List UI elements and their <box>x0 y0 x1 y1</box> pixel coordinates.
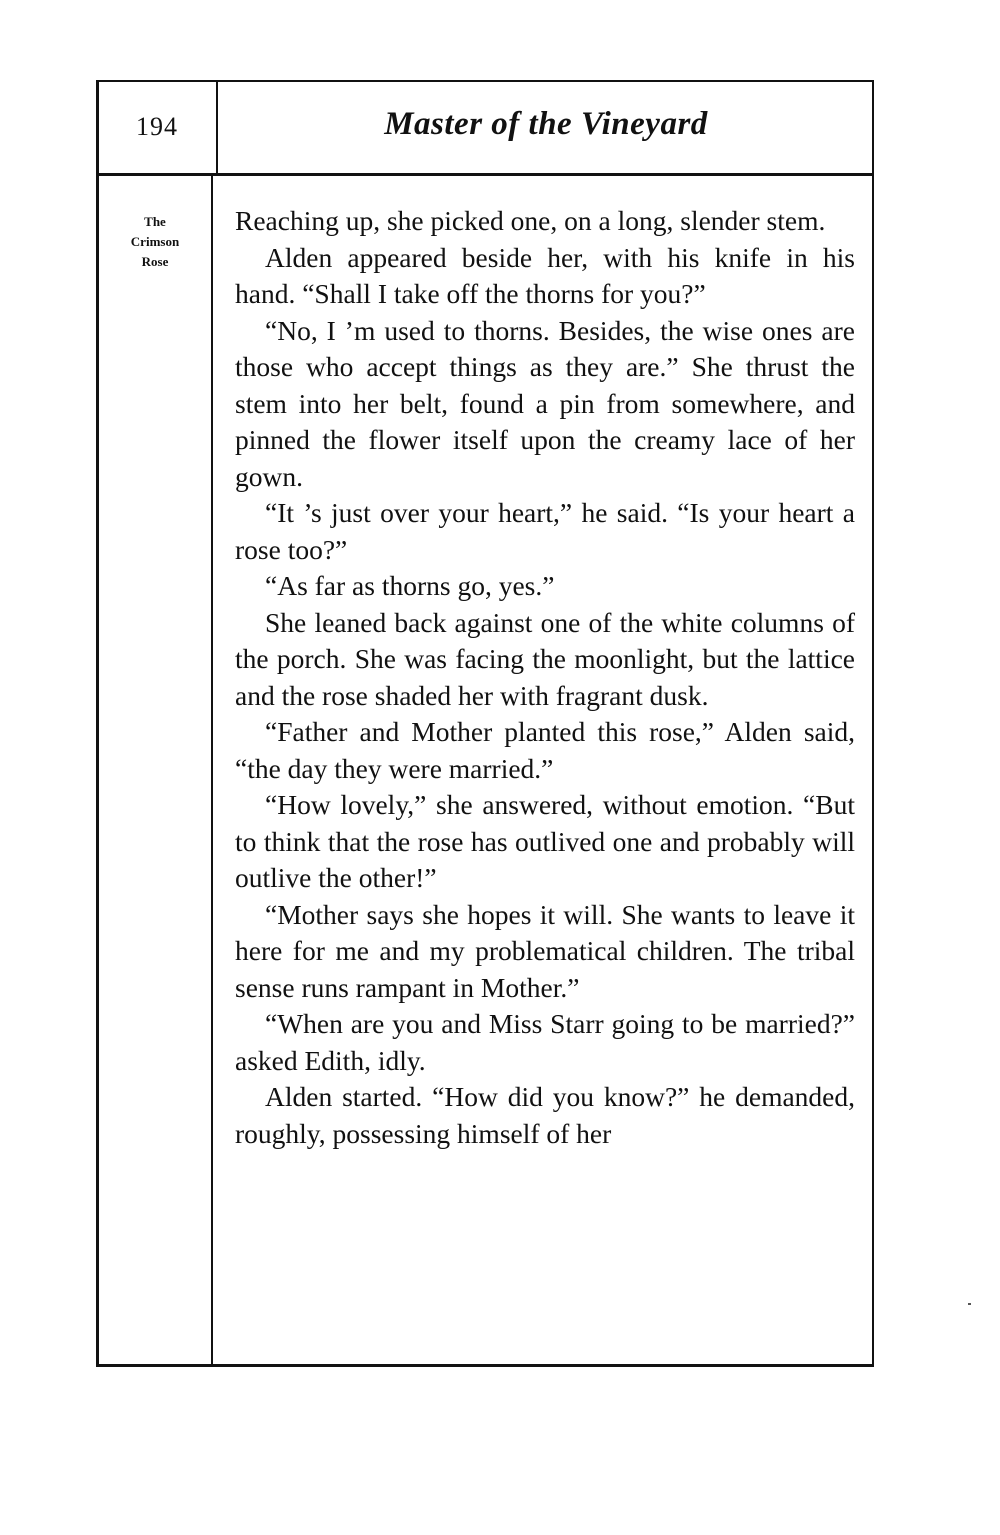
paragraph: Alden appeared beside her, with his knife in his hand. “Shall I take off the thorns for you?” <box>235 241 855 309</box>
paragraph: “As far as thorns go, yes.” <box>265 570 555 601</box>
page-number: 194 <box>136 112 178 141</box>
side-note <box>100 212 210 272</box>
paragraph: “When are you and Miss Starr going to be married?” asked Edith, idly. <box>235 1008 855 1076</box>
paragraph: Reaching up, she picked one, on a long, slender stem. <box>235 205 826 236</box>
paragraph: “Father and Mother planted this rose,” Alden said, “the day they were married.” <box>235 716 855 784</box>
side-note-line: Crimson <box>130 234 180 249</box>
paragraph: “Mother says she hopes it will. She wants to leave it here for me and my problematical children. The tribal sense runs rampant in Mother.” <box>235 898 855 1003</box>
paragraph: “No, I ’m used to thorns. Besides, the wise ones are those who accept things as they are.” She thrust the stem into her belt, found a pin from somewhere, and pinned the flower itself upon the creamy lace of her gown. <box>235 314 855 492</box>
side-note-line: The <box>144 214 166 229</box>
paragraph: “It ’s just over your heart,” he said. “Is your heart a rose too?” <box>235 497 855 565</box>
scan-speck <box>968 1303 971 1305</box>
running-title: Master of the Vineyard <box>384 106 708 142</box>
side-note-line: Rose <box>141 254 169 269</box>
paragraph: “How lovely,” she answered, without emotion. “But to think that the rose has outlived one and probably will outlive the other!” <box>235 789 855 893</box>
paragraph: Alden started. “How did you know?” he demanded, roughly, possessing himself of her <box>235 1081 855 1149</box>
body-text <box>235 203 855 1152</box>
margin-column-divider <box>211 175 213 1365</box>
paragraph: She leaned back against one of the white columns of the porch. She was facing the moonlight, but the lattice and the rose shaded her with fragrant dusk. <box>235 606 855 711</box>
